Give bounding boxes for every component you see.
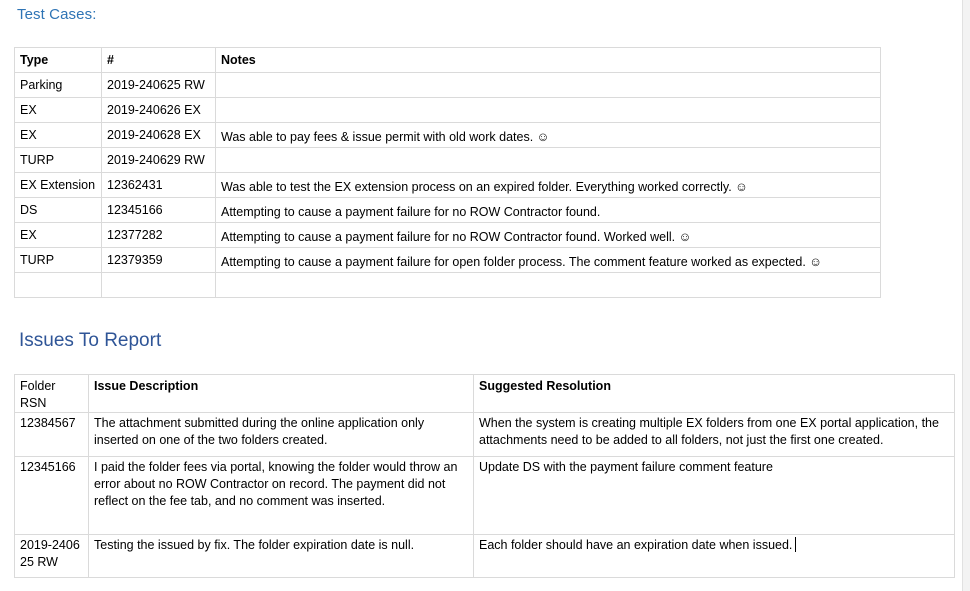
- column-header-type[interactable]: Type: [15, 48, 102, 73]
- cell-issue-description[interactable]: I paid the folder fees via portal, knowing the folder would throw an error about no ROW Contractor on record. The payment did not reflect on the fee tab, and no comment was inserted.: [89, 457, 474, 535]
- table-row-empty: [15, 273, 881, 298]
- cell-issue-description[interactable]: Testing the issued by fix. The folder expiration date is null.: [89, 535, 474, 578]
- cell-folder-rsn[interactable]: 2019-240625 RW: [15, 535, 89, 578]
- table-row: [15, 535, 955, 578]
- page-edge-scroll-gutter: [962, 0, 970, 591]
- column-header-issue-description[interactable]: Issue Description: [89, 375, 474, 413]
- table-row: [15, 148, 881, 173]
- cell-folder-rsn[interactable]: 12345166: [15, 457, 89, 535]
- cell-type[interactable]: [15, 273, 102, 298]
- table-row: [15, 73, 881, 98]
- table-row: [15, 123, 881, 148]
- cell-number[interactable]: 12377282: [102, 223, 216, 248]
- cell-notes[interactable]: [216, 148, 881, 173]
- cell-number[interactable]: 12362431: [102, 173, 216, 198]
- issues-table: [14, 374, 955, 578]
- cell-type[interactable]: Parking: [15, 73, 102, 98]
- table-header-row: [15, 375, 955, 413]
- cell-notes[interactable]: Was able to test the EX extension process on an expired folder. Everything worked correctly. ☺: [216, 173, 881, 198]
- column-header-folder-rsn[interactable]: Folder RSN: [15, 375, 89, 413]
- cell-type[interactable]: TURP: [15, 148, 102, 173]
- cell-type[interactable]: EX: [15, 123, 102, 148]
- column-header-suggested-resolution[interactable]: Suggested Resolution: [474, 375, 955, 413]
- column-header-number[interactable]: #: [102, 48, 216, 73]
- table-row: [15, 413, 955, 457]
- cell-folder-rsn[interactable]: 12384567: [15, 413, 89, 457]
- table-row: [15, 173, 881, 198]
- cell-notes[interactable]: Attempting to cause a payment failure for no ROW Contractor found.: [216, 198, 881, 223]
- cell-notes[interactable]: [216, 73, 881, 98]
- issues-heading: Issues To Report: [19, 330, 162, 351]
- cell-number[interactable]: 12379359: [102, 248, 216, 273]
- table-header-row: [15, 48, 881, 73]
- cell-type[interactable]: DS: [15, 198, 102, 223]
- cell-notes[interactable]: [216, 98, 881, 123]
- table-row: [15, 457, 955, 535]
- cell-number[interactable]: 2019-240628 EX: [102, 123, 216, 148]
- text-cursor: [795, 537, 796, 552]
- cell-number[interactable]: 2019-240626 EX: [102, 98, 216, 123]
- cell-suggested-resolution[interactable]: When the system is creating multiple EX folders from one EX portal application, the attachments need to be added to all folders, not just the first one created.: [474, 413, 955, 457]
- test-cases-table: [14, 47, 881, 298]
- cell-number[interactable]: 12345166: [102, 198, 216, 223]
- cell-notes[interactable]: Attempting to cause a payment failure for no ROW Contractor found. Worked well. ☺: [216, 223, 881, 248]
- cell-issue-description[interactable]: The attachment submitted during the online application only inserted on one of the two folders created.: [89, 413, 474, 457]
- cell-notes[interactable]: Was able to pay fees & issue permit with old work dates. ☺: [216, 123, 881, 148]
- cell-suggested-resolution[interactable]: Update DS with the payment failure comment feature: [474, 457, 955, 535]
- column-header-notes[interactable]: Notes: [216, 48, 881, 73]
- cell-number[interactable]: [102, 273, 216, 298]
- cell-number[interactable]: 2019-240625 RW: [102, 73, 216, 98]
- table-row: [15, 248, 881, 273]
- cell-type[interactable]: EX: [15, 223, 102, 248]
- test-cases-heading: Test Cases:: [17, 6, 97, 23]
- cell-type[interactable]: EX: [15, 98, 102, 123]
- resolution-text: Each folder should have an expiration date when issued.: [479, 538, 793, 552]
- cell-notes[interactable]: Attempting to cause a payment failure for open folder process. The comment feature worked as expected. ☺: [216, 248, 881, 273]
- table-row: [15, 198, 881, 223]
- cell-type[interactable]: TURP: [15, 248, 102, 273]
- cell-suggested-resolution[interactable]: [474, 535, 955, 578]
- table-row: [15, 98, 881, 123]
- cell-type[interactable]: EX Extension: [15, 173, 102, 198]
- table-row: [15, 223, 881, 248]
- cell-notes[interactable]: [216, 273, 881, 298]
- cell-number[interactable]: 2019-240629 RW: [102, 148, 216, 173]
